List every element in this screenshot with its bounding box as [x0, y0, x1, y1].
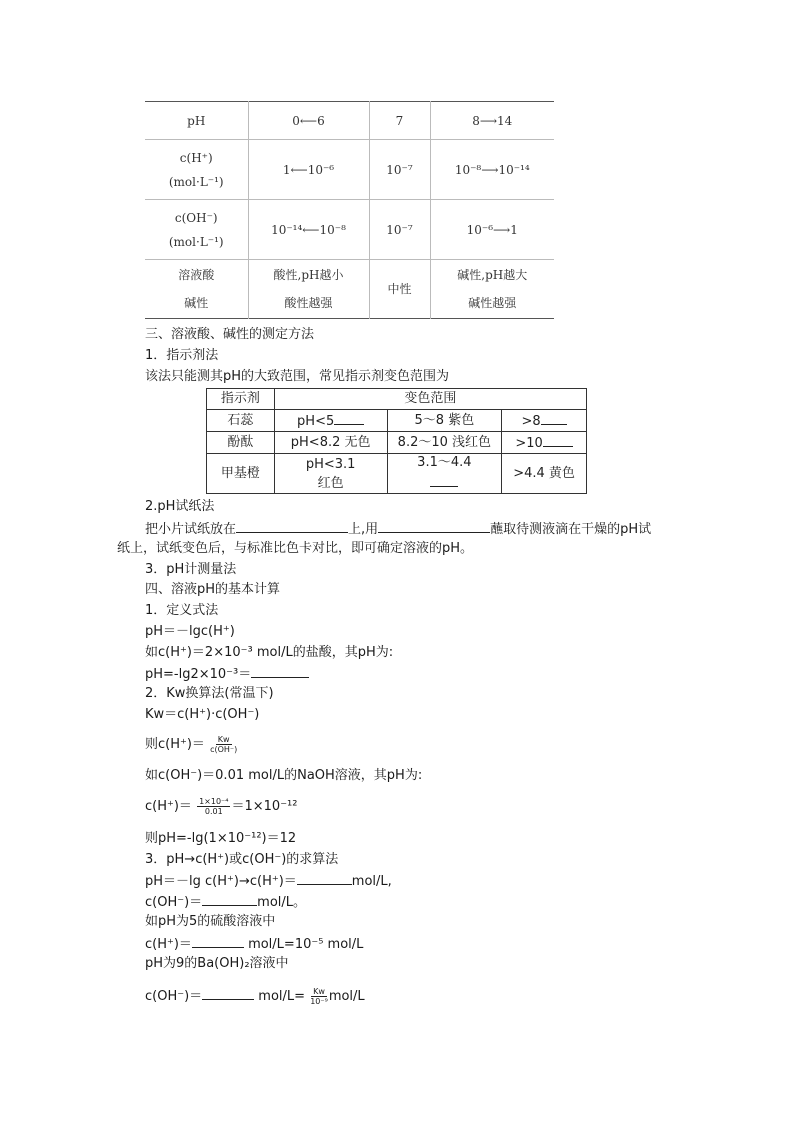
ph-table-cell: 0⟵6 [248, 102, 369, 140]
s4-3-ex2-calc: c(OH⁻)＝ mol/L= $\frac{Kw}{\text{10⁻⁹}}$ mol/L [145, 987, 365, 1006]
s4-3-ex1: 如pH为5的硫酸溶液中 [145, 914, 276, 929]
indicator-cell: >8 [502, 410, 587, 432]
ph-table-cell: 10⁻⁶⟶1 [430, 200, 554, 260]
s3-3-title: 3．pH计测量法 [145, 562, 237, 577]
section-4-title: 四、溶液pH的基本计算 [145, 582, 281, 597]
s4-2-then: 则c(H⁺)＝ $\frac{Kw}{c(OH^-)}$ [145, 735, 238, 754]
indicator-cell: >4.4 黄色 [502, 454, 587, 494]
indicator-cell: pH<5 [274, 410, 387, 432]
ph-table-cell: 10⁻⁷ [369, 140, 430, 200]
s4-3-ex1-calc: c(H⁺)＝ mol/L=10⁻⁵ mol/L [145, 933, 363, 955]
ph-table-cell: c(H⁺) (mol·L⁻¹) [145, 140, 248, 200]
s4-1-calc: pH=-lg2×10⁻³＝ [145, 663, 309, 685]
s3-2-title: 2.pH试纸法 [145, 499, 215, 514]
s4-3-title: 3．pH→c(H⁺)或c(OH⁻)的求算法 [145, 852, 339, 867]
ph-table-cell: 8⟶14 [430, 102, 554, 140]
s4-2-result: 则pH=-lg(1×10⁻¹²)＝12 [145, 831, 297, 846]
s4-1-title: 1．定义式法 [145, 603, 219, 618]
s4-2-example: 如c(OH⁻)＝0.01 mol/L的NaOH溶液，其pH为: [145, 768, 423, 783]
s3-2-text-cont: 纸上，试纸变色后，与标准比色卡对比，即可确定溶液的pH。 [117, 541, 474, 556]
indicator-cell: 石蕊 [207, 410, 275, 432]
fraction: $\frac{\text{1×10⁻⁴}}{0.01}$ [199, 797, 229, 816]
s3-1-title: 1．指示剂法 [145, 348, 219, 363]
fraction: $\frac{Kw}{\text{10⁻⁹}}$ [310, 987, 328, 1006]
ph-table-cell: 中性 [369, 260, 430, 319]
ph-table-cell: pH [145, 102, 248, 140]
ph-table-cell: 1⟵10⁻⁶ [248, 140, 369, 200]
s4-3-line1: pH＝－lg c(H⁺)→c(H⁺)＝ mol/L, [145, 870, 392, 892]
section-3-title: 三、溶液酸、碱性的测定方法 [145, 327, 315, 342]
indicator-cell: 5～8 紫色 [387, 410, 502, 432]
ph-table-cell: 10⁻¹⁴⟵10⁻⁸ [248, 200, 369, 260]
s4-2-title: 2．Kw换算法(常温下) [145, 686, 274, 701]
ph-table-cell: 10⁻⁸⟶10⁻¹⁴ [430, 140, 554, 200]
ph-table-cell: c(OH⁻) (mol·L⁻¹) [145, 200, 248, 260]
indicator-cell: 8.2～10 浅红色 [387, 432, 502, 454]
ph-table-cell: 溶液酸 碱性 [145, 260, 248, 319]
indicator-cell: pH<3.1 红色 [274, 454, 387, 494]
ph-table-cell: 10⁻⁷ [369, 200, 430, 260]
s4-1-example: 如c(H⁺)＝2×10⁻³ mol/L的盐酸，其pH为: [145, 645, 394, 660]
s4-3-line2: c(OH⁻)＝ mol/L。 [145, 891, 306, 913]
indicator-cell: >10 [502, 432, 587, 454]
indicator-cell: 酚酞 [207, 432, 275, 454]
indicator-cell: pH<8.2 无色 [274, 432, 387, 454]
indicator-cell: 3.1～4.4 [387, 454, 502, 494]
fraction: $\frac{Kw}{c(OH^-)}$ [210, 735, 238, 754]
ph-table-cell: 酸性,pH越小 酸性越强 [248, 260, 369, 319]
s3-2-text: 把小片试纸放在 上,用 蘸取待测液滴在干燥的pH试 [145, 518, 651, 540]
indicator-table [206, 388, 587, 494]
indicator-header: 指示剂 [207, 389, 275, 410]
s4-2-kw: Kw＝c(H⁺)·c(OH⁻) [145, 707, 260, 722]
s4-1-formula: pH＝－lgc(H⁺) [145, 624, 235, 639]
indicator-cell: 甲基橙 [207, 454, 275, 494]
ph-table [145, 101, 554, 319]
s4-3-ex2: pH为9的Ba(OH)₂溶液中 [145, 956, 289, 971]
s3-1-text: 该法只能测其pH的大致范围，常见指示剂变色范围为 [145, 369, 450, 384]
ph-table-cell: 碱性,pH越大 碱性越强 [457, 268, 528, 310]
s4-2-calc: c(H⁺)＝ $\frac{\text{1×10⁻⁴}}{0.01}$ ＝1×10⁻¹² [145, 797, 298, 816]
ph-table-cell: 7 [369, 102, 430, 140]
indicator-header: 变色范围 [274, 389, 586, 410]
